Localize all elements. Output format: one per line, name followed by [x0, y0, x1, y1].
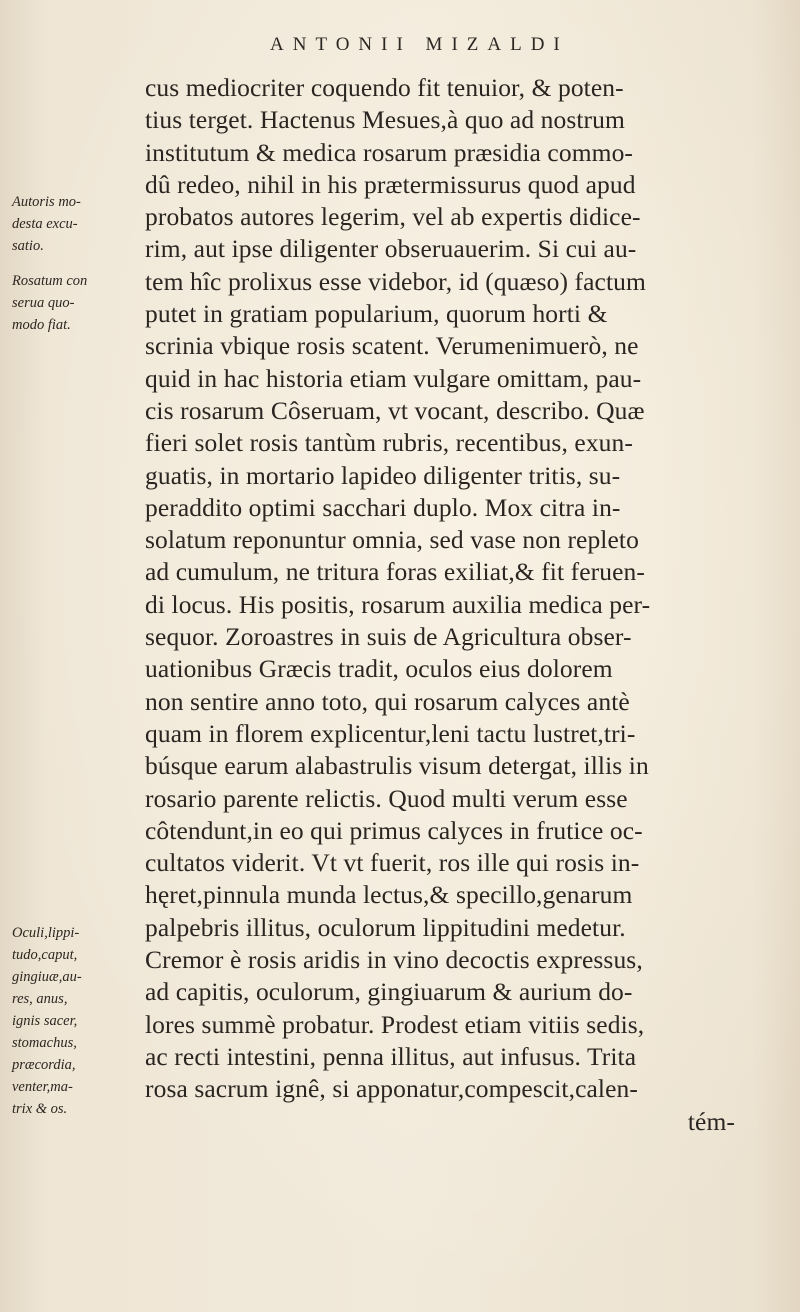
text-line: rosario parente relictis. Quod multi verum esse [145, 783, 628, 813]
text-line: quid in hac historia etiam vulgare omittam, pau- [145, 363, 642, 393]
margin-note-ailments [12, 922, 144, 1120]
text-line: côtendunt,in eo qui primus calyces in frutice oc- [145, 815, 643, 845]
margin-note-line: Oculi,lippi- [12, 925, 80, 941]
margin-note-line: venter,ma- [12, 1079, 73, 1095]
text-line: di locus. His positis, rosarum auxilia medica per- [145, 589, 651, 619]
text-line: institutum & medica rosarum præsidia commo- [145, 137, 634, 167]
text-line: quam in florem explicentur,leni tactu lustret,tri- [145, 718, 636, 748]
text-line: ad capitis, oculorum, gingiuarum & aurium do- [145, 977, 633, 1007]
margin-note-line: gingiuæ,au- [12, 969, 82, 985]
text-line: hęret,pinnula munda lectus,& specillo,genarum [145, 880, 633, 910]
margin-note-line: modo fiat. [12, 317, 71, 333]
text-line: rim, aut ipse diligenter obseruauerim. Si cui au- [145, 234, 637, 264]
text-line: ad cumulum, ne tritura foras exiliat,& fit feruen- [145, 557, 645, 587]
margin-note-line: serua quo- [12, 295, 75, 311]
margin-note-line: stomachus, [12, 1035, 77, 1051]
margin-note-author-excuse [12, 191, 144, 257]
text-line: putet in gratiam popularium, quorum horti & [145, 299, 608, 329]
text-line: scrinia vbique rosis scatent. Verumenimuerò, ne [145, 331, 639, 361]
margin-note-line: Rosatum con [12, 273, 88, 289]
body-text [145, 72, 775, 1138]
margin-note-line: præcordia, [12, 1057, 76, 1073]
text-line: probatos autores legerim, vel ab expertis didice- [145, 202, 641, 232]
text-line: dû redeo, nihil in his prætermissurus quod apud [145, 169, 636, 199]
text-line: sequor. Zoroastres in suis de Agricultura obser- [145, 622, 632, 652]
text-line: non sentire anno toto, qui rosarum calyces antè [145, 686, 630, 716]
text-line: ac recti intestini, penna illitus, aut infusus. Trita [145, 1041, 637, 1071]
text-line: fieri solet rosis tantùm rubris, recentibus, exun- [145, 428, 633, 458]
margin-note-line: ignis sacer, [12, 1013, 78, 1029]
text-line: Cremor è rosis aridis in vino decoctis expressus, [145, 945, 643, 975]
text-line: cultatos viderit. Vt vt fuerit, ros ille qui rosis in- [145, 848, 640, 878]
margin-note-line: tudo,caput, [12, 947, 78, 963]
text-line: búsque earum alabastrulis visum detergat, illis in [145, 751, 649, 781]
text-line: cis rosarum Côseruam, vt vocant, describo. Quæ [145, 395, 645, 425]
margin-note-line: res, anus, [12, 991, 68, 1007]
margin-note-rose-conserve [12, 270, 144, 336]
running-head: ANTONII MIZALDI [270, 34, 569, 55]
text-line: palpebris illitus, oculorum lippitudini medetur. [145, 912, 626, 942]
text-line: tius terget. Hactenus Mesues,à quo ad nostrum [145, 105, 625, 135]
text-line: rosa sacrum ignê, si apponatur,compescit,calen- [145, 1074, 638, 1104]
catchword: tém- [687, 1106, 735, 1136]
text-line: guatis, in mortario lapideo diligenter tritis, su- [145, 460, 621, 490]
margin-note-line: desta excu- [12, 216, 78, 232]
text-line: tem hîc prolixus esse videbor, id (quæso) factum [145, 266, 646, 296]
margin-note-line: Autoris mo- [12, 194, 81, 210]
text-line: lores summè probatur. Prodest etiam vitiis sedis, [145, 1009, 645, 1039]
text-line: peraddito optimi sacchari duplo. Mox citra in- [145, 492, 621, 522]
margin-note-line: trix & os. [12, 1101, 68, 1117]
margin-note-line: satio. [12, 238, 44, 254]
text-line: solatum reponuntur omnia, sed vase non repleto [145, 525, 639, 555]
text-line: cus mediocriter coquendo fit tenuior, & poten- [145, 73, 624, 102]
text-line: uationibus Græcis tradit, oculos eius dolorem [145, 654, 613, 684]
